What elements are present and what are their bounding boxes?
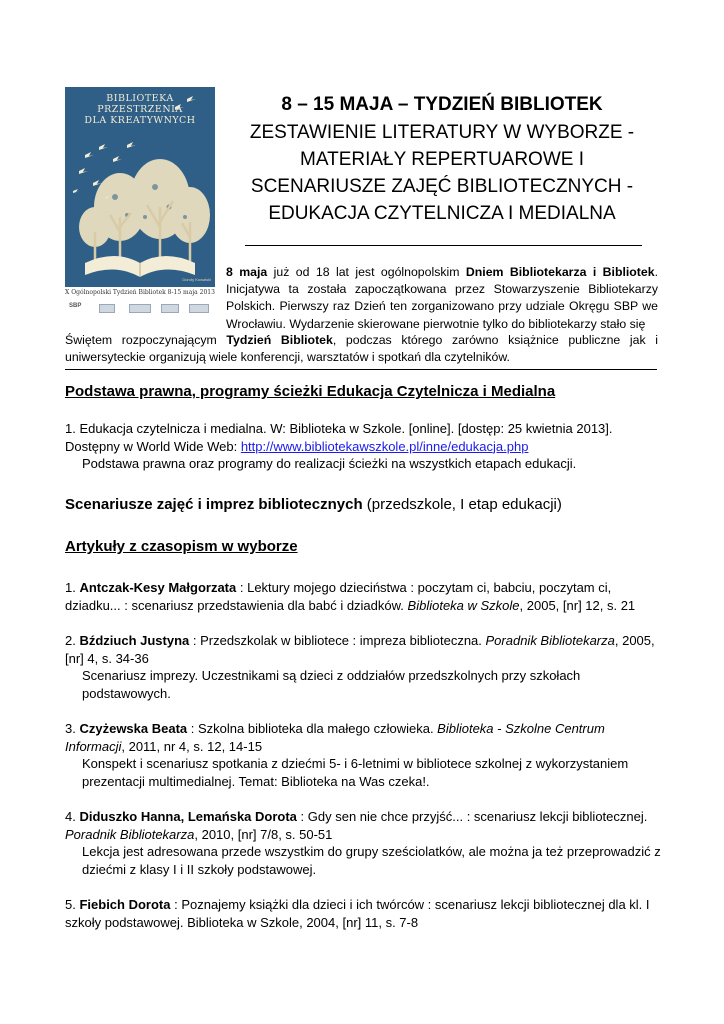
article-author: Diduszko Hanna, Lemańska Dorota	[79, 809, 297, 824]
article-number: 3.	[65, 721, 80, 736]
subtitle-line: SCENARIUSZE ZAJĘĆ BIBLIOTECZNYCH -	[250, 176, 634, 197]
poster-title-line: PRZESTRZENIA	[97, 104, 183, 115]
article-entry	[65, 896, 665, 931]
article-number: 1.	[65, 580, 80, 595]
poster-title-line: BIBLIOTEKA	[106, 93, 174, 104]
intro-paragraph	[226, 264, 658, 333]
subtitle-line: MATERIAŁY REPERTUAROWE I	[300, 149, 584, 170]
sponsor-logo	[161, 304, 179, 313]
intro-divider	[65, 369, 657, 370]
article-journal: Poradnik Bibliotekarza	[485, 633, 615, 648]
article-note: Konspekt i scenariusz spotkania z dziećmi 5- i 6-letnimi w bibliotece szkolnej z wykorzystaniem prezentacji multimedialnej. Temat: Biblioteka na Was czeka!.	[82, 756, 629, 789]
legal-entry	[65, 420, 665, 473]
article-journal: Poradnik Bibliotekarza	[65, 826, 195, 842]
section-heading-legal: Podstawa prawna, programy ścieżki Edukacja Czytelnicza i Medialna	[65, 383, 556, 400]
article-title: : Szkolna biblioteka dla małego człowieka.	[187, 721, 438, 736]
article-journal: Biblioteka w Szkole	[407, 597, 520, 613]
article-entry	[65, 632, 665, 702]
poster-footer-text: X Ogólnopolski Tydzień Bibliotek 8-15 maja 2013	[65, 289, 215, 296]
article-title: : Gdy sen nie chce przyjść... : scenariusz lekcji bibliotecznej.	[296, 809, 648, 824]
main-title: 8 – 15 MAJA – TYDZIEŃ BIBLIOTEK	[281, 94, 603, 115]
legal-note: Podstawa prawna oraz programy do realizacji ścieżki na wszystkich etapach edukacji.	[82, 456, 577, 471]
intro-text: już od 18 lat jest ogólnopolskim	[267, 265, 466, 279]
scenarios-heading-qualifier: (przedszkole, I etap edukacji)	[362, 496, 562, 513]
article-note: Lekcja jest adresowana przede wszystkim do grupy sześciolatków, ale można ja też przeprowadzić z dziećmi z klasy I i II szkoły podstawowej.	[82, 844, 661, 877]
edukacja-link[interactable]: http://www.bibliotekawszkole.pl/inne/edukacja.php	[240, 438, 529, 454]
poster-title-line: DLA KREATYWNYCH	[84, 115, 196, 126]
article-journal: Biblioteka - Szkolne Centrum Informacji	[65, 721, 605, 754]
article-title: : Lektury mojego dzieciństwa : poczytam ci, babciu, poczytam ci, dziadku... : scenariusz przedstawienia dla babć i dziadków.	[65, 580, 612, 613]
sbp-logo: SBP	[69, 303, 82, 309]
article-author: Fiebich Dorota	[79, 897, 171, 912]
legal-availability-text: Dostępny w World Wide Web:	[65, 438, 241, 454]
article-entry	[65, 808, 665, 878]
article-issue: , 2010, [nr] 7/8, s. 50-51	[194, 826, 333, 842]
section-heading-articles: Artykuły z czasopism w wyborze	[65, 538, 298, 555]
legal-availability	[65, 438, 665, 456]
sponsor-logo	[99, 304, 115, 313]
intro-text: , podczas którego zarówno książnice publiczne jak i uniwersyteckie organizują wiele konferencji, warsztatów i spotkań dla czytelników.	[65, 333, 658, 365]
poster-title	[65, 93, 215, 126]
section-heading-scenarios	[65, 496, 562, 513]
article-title: : Poznajemy książki dla dzieci i ich twórców : scenariusz lekcji bibliotecznej dla kl. I szkoły podstawowej. Biblioteka w Szkole, 2004, [nr] 11, s. 7-8	[65, 897, 650, 930]
poster-author-text: Doroty Kowalski	[182, 277, 211, 282]
document-title-block	[232, 91, 652, 227]
article-number: 5.	[65, 897, 80, 912]
article-issue: , 2005, [nr] 4, s. 34-36	[65, 633, 655, 666]
article-entry	[65, 579, 665, 614]
poster-image	[65, 87, 215, 319]
article-title: : Przedszkolak w bibliotece : impreza biblioteczna.	[189, 633, 486, 648]
subtitle-line: ZESTAWIENIE LITERATURY W WYBORZE -	[249, 122, 635, 143]
poster-artwork	[65, 87, 215, 287]
poster-logos	[69, 302, 211, 314]
article-note: Scenariusz imprezy. Uczestnikami są dzieci z oddziałów przedszkolnych przy szkołach podstawowych.	[82, 668, 581, 701]
article-number: 4.	[65, 809, 80, 824]
legal-citation: 1. Edukacja czytelnicza i medialna. W: Biblioteka w Szkole. [online]. [dostęp: 25 kwietnia 2013].	[65, 421, 613, 436]
intro-paragraph-continued	[65, 332, 658, 366]
intro-text: Świętem rozpoczynającym	[65, 333, 227, 347]
article-author: Antczak-Kesy Małgorzata	[79, 580, 237, 595]
article-author: Bździuch Justyna	[79, 633, 190, 648]
subtitle-line: EDUKACJA CZYTELNICZA I MEDIALNA	[268, 203, 616, 224]
intro-text: . Inicjatywa ta została zapoczątkowana przez Stowarzyszenie Bibliotekarzy Polskich. Pierwszy raz Dzień ten zorganizowano przy udziale Okręgu SBP we Wrocławiu. Wydarzenie skierowane pierwotnie tylko do bibliotekarzy stało się	[226, 265, 658, 331]
intro-date: 8 maja	[226, 265, 268, 279]
article-issue: , 2011, nr 4, s. 12, 14-15	[121, 738, 263, 754]
article-entry	[65, 720, 665, 790]
title-divider	[245, 245, 642, 246]
sponsor-logo	[129, 304, 151, 313]
intro-day-name: Dniem Bibliotekarza i Bibliotek	[465, 265, 655, 279]
article-number: 2.	[65, 633, 80, 648]
article-issue: , 2005, [nr] 12, s. 21	[519, 597, 636, 613]
scenarios-heading-bold: Scenariusze zajęć i imprez bibliotecznych	[65, 496, 363, 513]
intro-week-name: Tydzień Bibliotek	[226, 333, 333, 347]
article-author: Czyżewska Beata	[79, 721, 188, 736]
sponsor-logo	[189, 304, 209, 313]
